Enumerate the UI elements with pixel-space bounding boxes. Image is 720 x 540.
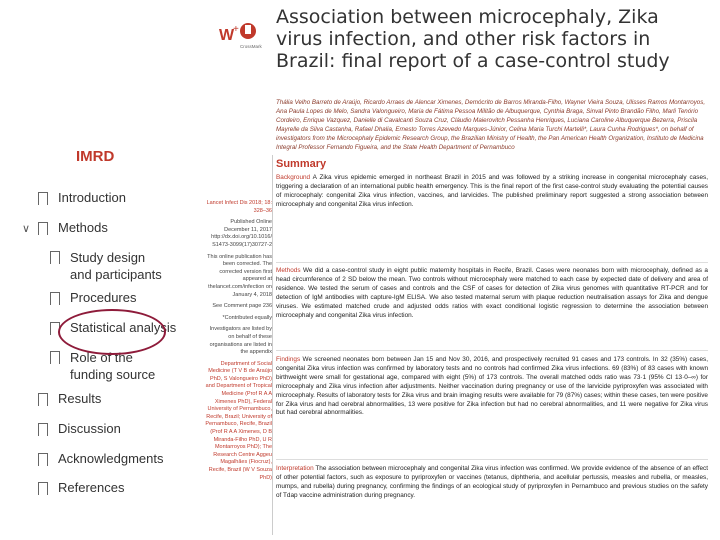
section-label: Methods — [276, 267, 301, 274]
section-label: Background — [276, 174, 311, 181]
crossmark-logo-icon — [218, 18, 262, 58]
outline-item-acknowledgments[interactable] — [38, 451, 164, 466]
section-text: We screened neonates born between Jan 15 and Nov 30, 2016, and prospectively recruited 91 cases and 173 controls. In 32 (35%) cases, congenital Zika virus infection was confirmed by laboratory tests and no controls had confirmed Zika virus infections. 69 (83%) of 83 cases with known birthweight were small for gestational age, compared with eight (5%) of 173 controls. The overall matched odds ratio was 73·1 (95% CI 13·0–∞) for microcephaly and Zika virus infection after adjustments. Neither vaccination during pregnancy or use of the larvicide pyriproxyfen was associated with microcephaly. Results of laboratory tests for Zika virus and brain imaging results were available for 79 (87%) cases; within these cases, ten were positive for Zika virus and had cerebral abnormalities, 13 were positive for Zika infection but had no cerebral abnormalities, and 11 were negative for Zika virus but had cerebral abnormalities. — [276, 356, 708, 417]
outline-item-label: Discussion — [58, 421, 121, 436]
outline-item-discussion[interactable] — [38, 421, 121, 436]
svg-text:+: + — [233, 24, 239, 35]
outline-item-label: Study design and participants — [70, 250, 162, 282]
outline-item-label: Role of the funding source — [70, 350, 156, 382]
outline-item-label: Statistical analysis — [70, 320, 177, 335]
section-text: The association between microcephaly and congenital Zika virus infection was confirmed. We provide evidence of the absence of an effect of other potential factors, such as exposure to pyriproxyfen or vaccines (tetanus, diphtheria, and acellular pertussis, measles and rubella, or measles, mumps, and rubella) during pregnancy, confirming the findings of an ecological study of pyriproxyfen in Pernambuco and previous studies on the safety of Tdap vaccine administration during pregnancy. — [276, 465, 708, 499]
highlight-circle — [58, 309, 166, 355]
paper-page — [200, 0, 720, 540]
outline-item-results[interactable] — [38, 391, 101, 406]
section-text: A Zika virus epidemic emerged in northeast Brazil in 2015 and was followed by a striking increase in congenital microcephaly cases, triggering a declaration of an international public health emergency. This is the final report of the first case-control study evaluating the potential causes of microcephaly: congenital Zika virus infection, vaccines, and larvicides. The published preliminary report suggested a strong association between microcephaly and congenital Zika virus infection. — [276, 174, 708, 208]
outline-item-label: Acknowledgments — [58, 451, 164, 466]
section-divider — [276, 262, 708, 263]
section-divider — [276, 350, 708, 351]
section-text: We did a case-control study in eight public maternity hospitals in Recife, Brazil. Cases were neonates born with microcephaly, defined as a head circumference of 2 SD below the mean. Two controls without microcephaly were matched to each case by expected date of delivery and area of residence. We tested the serum of cases and controls and the CSF of cases for detection of Zika virus genomes with quantitative RT-PCR and for detection of IgM antibodies with capture-IgM ELISA. We also tested maternal serum with plaque reduction neutralisation assays for Zika and dengue viruses. We estimated matched crude and adjusted odds ratios with exact conditional logistic regression to determine the association between microcephaly and congenital Zika virus infection. — [276, 267, 708, 319]
paper-title: Association between microcephaly, Zika virus infection, and other risk factors in Brazil: final report of a case-control study — [276, 6, 670, 72]
outline-item-label: Results — [58, 391, 102, 406]
outline-item-label: Methods — [58, 220, 108, 235]
section-label: Findings — [276, 356, 301, 363]
side-note: *Contributed equally — [222, 314, 272, 321]
bookmark-icon — [38, 423, 48, 436]
side-note: This online publication has been corrected. The corrected version first appeared at thelancet.com/infection on January 4, 2018 — [207, 253, 272, 298]
bookmark-icon — [38, 453, 48, 466]
outline-item-references[interactable] — [38, 480, 124, 495]
side-note: Lancet Infect Dis 2018; 18: 328–36 — [206, 200, 272, 214]
summary-heading: Summary — [276, 158, 327, 170]
abstract-methods — [276, 267, 708, 320]
side-note: Published Online December 11, 2017 http://dx.doi.org/10.1016/ S1473-3099(17)30727-2 — [211, 219, 272, 248]
outline-item-study-design[interactable] — [50, 249, 168, 283]
paper-authors: Thália Velho Barreto de Araújo, Ricardo Arraes de Alencar Ximenes, Demócrito de Barros Miranda-Filho, Wayner Vieira Souza, Ulisses Ramos Montarroyos, Ana Paula Lopes de Melo, Sandra Valongueiro, Maria de Fátima Pessoa Militão de Albuquerque, Cynthia Braga, Sinval Pinto Brandão Filho, Marli Tenório Cordeiro, Enrique Vazquez, Danielle di Cavalcanti Souza Cruz, Cláudio Maierovitch Pessanha Henriques, Luciana Caroline Albuquerque Bezerra, Priscila Mayrelle da Silva Castanha, Rafael Dhalia, Ernesto Torres Azevedo Marques-Júnior, Celina Maria Turchi Martelli*, Laura Cunha Rodrigues*, on behalf of investigators from the Microcephaly Epidemic Research Group, the Brazilian Ministry of Health, the Pan American Health Organization, Instituto de Medicina Integral Professor Fernando Figueira, and the State Health Department of Pernambuco — [276, 99, 706, 151]
bookmark-icon — [50, 292, 60, 305]
outline-item-methods[interactable] — [38, 220, 108, 235]
outline-item-label: Procedures — [70, 290, 137, 305]
bookmark-icon — [50, 351, 60, 364]
bookmark-icon — [38, 393, 48, 406]
crossmark-label: CrossMark — [240, 44, 262, 49]
side-note: Investigators are listed by on behalf of these organisations are listed in the appendix — [209, 326, 272, 356]
side-note: Department of Social Medicine (T V B de Araújo PhD, S Valongueiro PhD) and Department of Tropical Medicine (Prof R A A Ximenes PhD), Federal University of Pernambuco, Recife, Brazil; University of Pernambuco, Recife, Brazil (Prof R A A Ximenes, D B Miranda-Filho PhD, U R Montarroyos PhD); The Research Centre Aggeu Magalhães (Fiocruz), Recife, Brazil (W V Souza PhD) — [205, 360, 272, 481]
bookmark-icon — [38, 482, 48, 495]
outline-item-label: Introduction — [58, 190, 126, 205]
outline-item-procedures[interactable] — [50, 290, 136, 305]
section-label: Interpretation — [276, 465, 314, 472]
outline-item-introduction[interactable] — [38, 190, 126, 205]
imrd-label: IMRD — [76, 148, 115, 165]
outline-item-label: References — [58, 480, 125, 495]
abstract-background — [276, 174, 708, 210]
abstract-interpretation — [276, 465, 708, 501]
bookmark-icon — [38, 222, 48, 235]
section-divider — [276, 459, 708, 460]
abstract-findings — [276, 356, 708, 418]
bookmark-icon — [38, 192, 48, 205]
bookmark-icon — [50, 251, 60, 264]
column-divider — [272, 155, 273, 535]
paper-sidebar — [204, 200, 272, 482]
svg-text:W: W — [219, 27, 235, 44]
chevron-down-icon[interactable]: ∨ — [22, 223, 31, 235]
side-note: See Comment page 236 — [212, 303, 272, 310]
